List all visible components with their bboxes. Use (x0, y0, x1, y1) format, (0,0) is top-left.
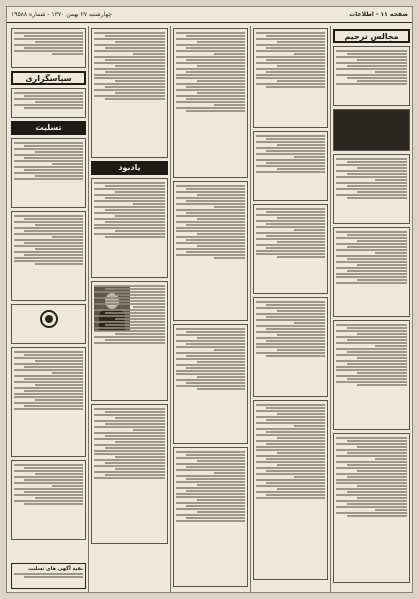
notice-block (91, 404, 168, 544)
page-header (7, 7, 412, 23)
notice-block (333, 154, 410, 224)
notice-block (91, 178, 168, 278)
notice-block-dark (333, 109, 410, 151)
notice-block (173, 324, 248, 444)
bottom-notice-title: بقیه آگهی های تسلیت (27, 566, 83, 572)
notice-block (91, 28, 168, 158)
date-line: چهارشنبه ۲۷ بهمن ۱۳۷۰ - شماره ۱۹۵۸۸ (11, 11, 113, 18)
banner-sepasgozari: سپاسگزاری (11, 71, 86, 85)
bottom-notice-box (11, 563, 86, 589)
notice-block (253, 131, 328, 201)
notice-block (11, 460, 86, 540)
column-2 (250, 26, 330, 592)
notice-block (173, 447, 248, 587)
page-label: صفحه ۱۱ - اطلاعات (349, 11, 408, 18)
notice-block (333, 46, 410, 106)
notice-block-emblem (11, 304, 86, 344)
notice-block (253, 28, 328, 128)
banner-yadbud: یادبود (91, 161, 168, 175)
newspaper-page (6, 6, 413, 593)
notice-block (11, 347, 86, 457)
banner-majales-tarhim: مجالس ترحیم (333, 29, 410, 43)
notice-block (253, 400, 328, 580)
notice-block (173, 28, 248, 178)
lions-emblem-icon (40, 310, 58, 328)
column-4 (88, 26, 170, 592)
columns (9, 26, 412, 592)
notice-block (253, 297, 328, 397)
notice-block-with-photo (91, 281, 168, 401)
column-5 (9, 26, 88, 592)
notice-block (173, 181, 248, 321)
column-1 (330, 26, 412, 592)
column-3 (170, 26, 250, 592)
notice-block (11, 211, 86, 301)
notice-block (333, 320, 410, 430)
notice-block (333, 433, 410, 583)
banner-tasliat: تسلیت (11, 121, 86, 135)
notice-block (333, 227, 410, 317)
notice-block (11, 88, 86, 118)
notice-block (11, 28, 86, 68)
notice-block (11, 138, 86, 208)
notice-block (253, 204, 328, 294)
